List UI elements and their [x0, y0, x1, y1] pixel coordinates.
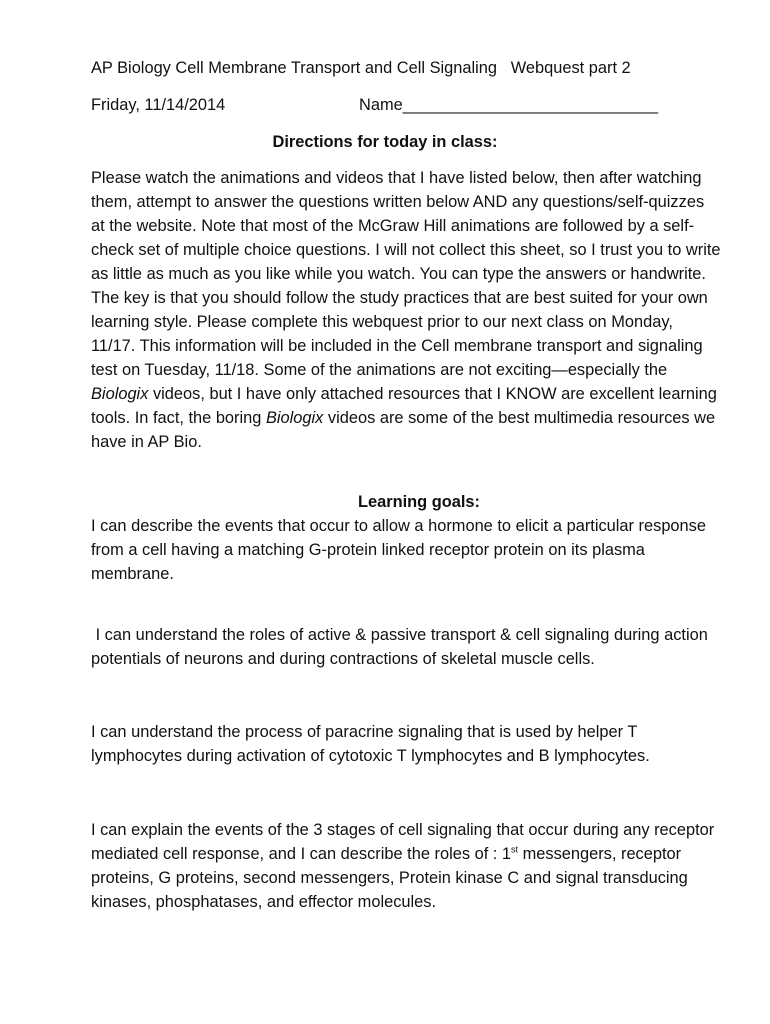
directions-text-1: Please watch the animations and videos that I have listed below, then after watching them, attempt to answer the questions written below AND any questions/self-quizzes at the website. Note that most of the McGraw Hill animations are followed by a self-check set of multiple choice questions. I will not collect this sheet, so I trust you to write as little as much as you like while you watch. You can type the answers or handwrite. The key is that you should follow the study practices that are best suited for your own learning style. Please complete this webquest prior to our next class on Monday, 11/17. This information will be included in the Cell membrane transport and signaling test on Tuesday, 11/18. Some of the animations are not exciting—especially the	[91, 169, 721, 379]
learning-goal-4-text-b: messengers, receptor proteins, G proteins, second messengers, Protein kinase C and signal transducing kinases, phosphatases, and effector molecules.	[91, 845, 688, 911]
learning-goal-2: I can understand the roles of active & passive transport & cell signaling during action potentials of neurons and during contractions of skeletal muscle cells.	[91, 626, 713, 668]
document-title: AP Biology Cell Membrane Transport and Cell Signaling Webquest part 2	[91, 59, 631, 77]
name-field: Name____________________________	[359, 96, 658, 114]
learning-goal-4-text-a: I can explain the events of the 3 stages of cell signaling that occur during any receptor mediated cell response, and I can describe the roles of : 1	[91, 821, 715, 863]
learning-goal-1: I can describe the events that occur to allow a hormone to elicit a particular response from a cell having a matching G-protein linked receptor protein on its plasma membrane.	[91, 517, 706, 583]
date-text: Friday, 11/14/2014	[91, 96, 226, 114]
directions-text-3: videos are some of the best multimedia resources we have in AP Bio.	[91, 409, 716, 451]
ordinal-superscript: st	[511, 844, 519, 855]
learning-goal-3: I can understand the process of paracrine signaling that is used by helper T lymphocytes during activation of cytotoxic T lymphocytes and B lymphocytes.	[91, 723, 650, 765]
directions-heading: Directions for today in class:	[272, 133, 498, 151]
biologix-italic-2: Biologix	[265, 409, 324, 427]
learning-goal-4	[91, 818, 721, 914]
learning-goals-heading: Learning goals:	[357, 493, 481, 511]
date-name-line	[91, 93, 691, 117]
biologix-italic-1: Biologix	[91, 385, 149, 403]
directions-text-2: videos, but I have only attached resources that I KNOW are excellent learning tools. In fact, the boring	[91, 385, 717, 427]
directions-paragraph	[91, 166, 721, 454]
